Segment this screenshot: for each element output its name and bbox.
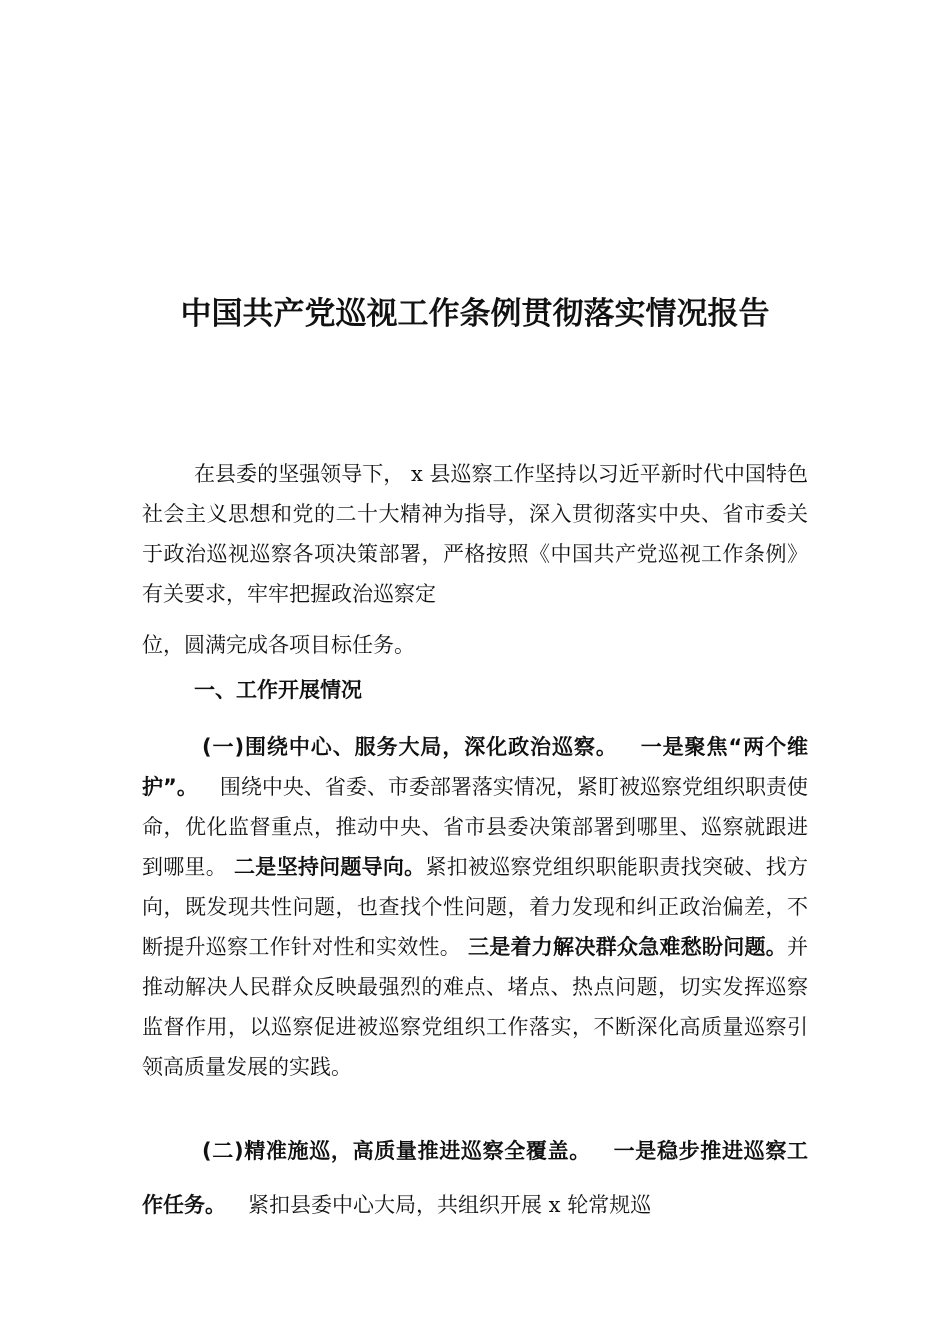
section-heading: 一、工作开展情况	[194, 678, 362, 702]
item-1-point-1-text: 围绕中央、省委、市委部署落实情况，紧盯被巡察党组织职责使命，优化监督重点，推动中央、省市县委决策部署到哪里、巡察就跟进到哪里。	[142, 775, 808, 879]
item-2-point-1-title: 一是稳步推进巡察工作任务。	[142, 1139, 808, 1217]
section-item-1-paragraph	[142, 727, 808, 1087]
item-1-point-1-title: 一是聚焦“两个维护”。	[142, 735, 808, 799]
item-2-title: (二)精准施巡，高质量推进巡察全覆盖。	[202, 1139, 591, 1163]
item-1-title: (一)围绕中心、服务大局，深化政治巡察。	[202, 735, 618, 759]
section-item-2-paragraph	[142, 1124, 808, 1232]
item-1-point-2-title: 二是坚持问题导向。	[234, 855, 426, 879]
item-2-point-1-text: 紧扣县委中心大局，共组织开展 x 轮常规巡	[248, 1193, 652, 1217]
item-1-point-3-title: 三是着力解决群众急难愁盼问题。	[467, 935, 788, 959]
document-title: 中国共产党巡视工作条例贯彻落实情况报告	[180, 296, 770, 332]
item-1-point-2-text: 紧扣被巡察党组织职能职责找突破、找方向，既发现共性问题，也查找个性问题，着力发现和纠正政治偏差，不断提升巡察工作针对性和实效性。	[142, 855, 809, 959]
intro-paragraph	[142, 454, 808, 665]
item-1-point-3-text: 并推动解决人民群众反映最强烈的难点、堵点、热点问题，切实发挥巡察监督作用，以巡察促进被巡察党组织工作落实，不断深化高质量巡察引领高质量发展的实践。	[142, 935, 809, 1079]
intro-text: 在县委的坚强领导下， x 县巡察工作坚持以习近平新时代中国特色社会主义思想和党的二十大精神为指导，深入贯彻落实中央、省市委关于政治巡视巡察各项决策部署，严格按照《中国共产党巡视工作条例》有关要求，牢牢把握政治巡察定	[142, 462, 808, 606]
intro-text-last-line: 位，圆满完成各项目标任务。	[142, 633, 415, 657]
